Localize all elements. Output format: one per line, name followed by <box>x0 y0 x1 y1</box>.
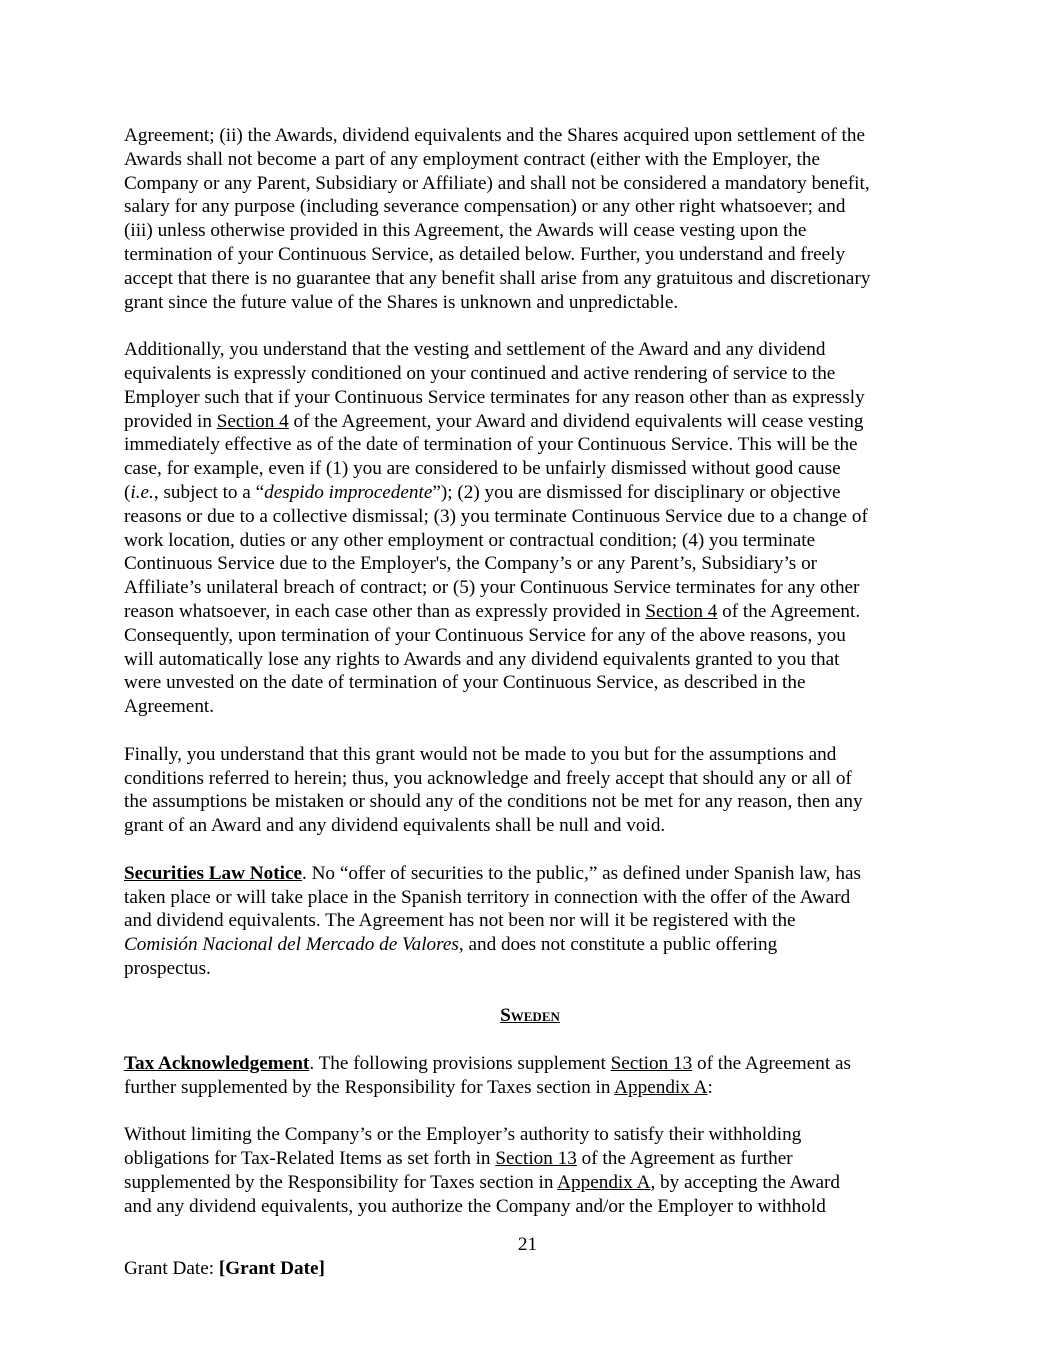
paragraph-vesting-conditions <box>124 338 936 719</box>
text-fragment: obligations for Tax-Related Items as set forth in <box>124 1148 496 1170</box>
italic-ie: i.e. <box>130 481 154 503</box>
text-line: Without limiting the Company’s or the Employer’s authority to satisfy their withholding <box>124 1124 802 1146</box>
text-line: grant since the future value of the Shares is unknown and unpredictable. <box>124 291 679 313</box>
paragraph-tax-acknowledgement <box>124 1052 936 1100</box>
page-number: 21 <box>517 1234 538 1255</box>
text-line <box>124 481 936 505</box>
paragraph-agreement-terms <box>124 124 936 314</box>
text-line: taken place or will take place in the Spanish territory in connection with the offer of the Award <box>124 886 851 908</box>
text-fragment: further supplemented by the Responsibility for Taxes section in <box>124 1076 615 1098</box>
text-line: salary for any purpose (including severance compensation) or any other right whatsoever; and <box>124 196 846 218</box>
text-fragment: , subject to a “ <box>153 481 265 503</box>
paragraph-withholding <box>124 1123 936 1218</box>
text-line: Additionally, you understand that the vesting and settlement of the Award and any dividend <box>124 339 826 361</box>
text-line: will automatically lose any rights to Awards and any dividend equivalents granted to you that <box>124 648 840 670</box>
text-line: reasons or due to a collective dismissal; (3) you terminate Continuous Service due to a change of <box>124 505 868 527</box>
text-line: prospectus. <box>124 957 211 979</box>
text-line: the assumptions be mistaken or should any of the conditions not be met for any reason, then any <box>124 791 863 813</box>
section-13-reference: Section 13 <box>495 1148 577 1170</box>
securities-law-notice-heading: Securities Law Notice <box>124 862 302 884</box>
country-heading-sweden <box>124 1004 936 1028</box>
text-fragment: : <box>707 1076 713 1098</box>
text-line: case, for example, even if (1) you are considered to be unfairly dismissed without good cause <box>124 458 841 480</box>
text-fragment: , and does not constitute a public offering <box>458 934 778 956</box>
text-fragment: . No “offer of securities to the public,” as defined under Spanish law, has <box>301 862 861 884</box>
appendix-a-reference: Appendix A <box>557 1172 651 1194</box>
text-line: were unvested on the date of termination of your Continuous Service, as described in the <box>124 672 806 694</box>
text-fragment: of the Agreement. <box>717 600 861 622</box>
grant-date-label: Grant Date: <box>124 1258 219 1279</box>
section-4-reference: Section 4 <box>645 600 718 622</box>
text-line: accept that there is no guarantee that any benefit shall arise from any gratuitous and discretionary <box>124 267 871 289</box>
text-line: conditions referred to herein; thus, you acknowledge and freely accept that should any or all of <box>124 767 852 789</box>
document-body <box>124 124 936 1242</box>
text-fragment: supplemented by the Responsibility for Taxes section in <box>124 1172 558 1194</box>
text-fragment: of the Agreement as <box>692 1053 851 1075</box>
text-line <box>124 862 936 886</box>
text-line: (iii) unless otherwise provided in this Agreement, the Awards will cease vesting upon the <box>124 220 807 242</box>
paragraph-securities-law-notice <box>124 862 936 981</box>
text-line <box>124 410 936 434</box>
paragraph-assumptions <box>124 743 936 838</box>
text-line <box>124 933 936 957</box>
text-line: Agreement; (ii) the Awards, dividend equivalents and the Shares acquired upon settlement of the <box>124 125 866 146</box>
text-line: Affiliate’s unilateral breach of contract; or (5) your Continuous Service terminates for any other <box>124 577 860 599</box>
grant-date-footer <box>124 1258 325 1280</box>
text-fragment: . The following provisions supplement <box>309 1053 611 1075</box>
text-line: Employer such that if your Continuous Service terminates for any reason other than as expressly <box>124 386 865 408</box>
text-line: Agreement. <box>124 696 215 718</box>
text-fragment: ”); (2) you are dismissed for disciplinary or objective <box>432 481 841 503</box>
section-13-reference: Section 13 <box>610 1053 693 1075</box>
sweden-heading: Sweden <box>500 1005 560 1027</box>
text-fragment: reason whatsoever, in each case other than as expressly provided in <box>124 600 646 622</box>
text-fragment: ( <box>124 481 131 503</box>
text-fragment: of the Agreement, your Award and dividend equivalents will cease vesting <box>288 410 864 432</box>
text-line: and dividend equivalents. The Agreement has not been nor will it be registered with the <box>124 910 796 932</box>
text-line: immediately effective as of the date of termination of your Continuous Service. This will be the <box>124 434 858 456</box>
text-line: Finally, you understand that this grant would not be made to you but for the assumptions and <box>124 743 837 765</box>
text-line <box>124 1171 936 1195</box>
section-4-reference: Section 4 <box>216 410 289 432</box>
text-line <box>124 1052 936 1076</box>
italic-despido-improcedente: despido improcedente <box>264 481 433 503</box>
text-line: and any dividend equivalents, you authorize the Company and/or the Employer to withhold <box>124 1195 826 1217</box>
grant-date-value: [Grant Date] <box>218 1258 325 1279</box>
text-line: Awards shall not become a part of any employment contract (either with the Employer, the <box>124 148 820 170</box>
appendix-a-reference: Appendix A <box>614 1076 708 1098</box>
italic-cnmv: Comisión Nacional del Mercado de Valores <box>124 934 459 956</box>
text-fragment: , by accepting the Award <box>650 1172 840 1194</box>
text-fragment: of the Agreement as further <box>576 1148 793 1170</box>
text-line <box>124 600 936 624</box>
text-line: Continuous Service due to the Employer's, the Company’s or any Parent’s, Subsidiary’s or <box>124 553 818 575</box>
text-line: Company or any Parent, Subsidiary or Affiliate) and shall not be considered a mandatory benefit, <box>124 172 870 194</box>
text-fragment: provided in <box>124 410 217 432</box>
text-line: Consequently, upon termination of your Continuous Service for any of the above reasons, you <box>124 624 846 646</box>
text-line <box>124 1076 936 1100</box>
text-line: work location, duties or any other employment or contractual condition; (4) you terminate <box>124 529 816 551</box>
text-line: grant of an Award and any dividend equivalents shall be null and void. <box>124 815 666 837</box>
tax-acknowledgement-heading: Tax Acknowledgement <box>124 1053 310 1075</box>
text-line <box>124 1147 936 1171</box>
text-line: termination of your Continuous Service, as detailed below. Further, you understand and freely <box>124 243 846 265</box>
text-line: equivalents is expressly conditioned on your continued and active rendering of service to the <box>124 362 836 384</box>
